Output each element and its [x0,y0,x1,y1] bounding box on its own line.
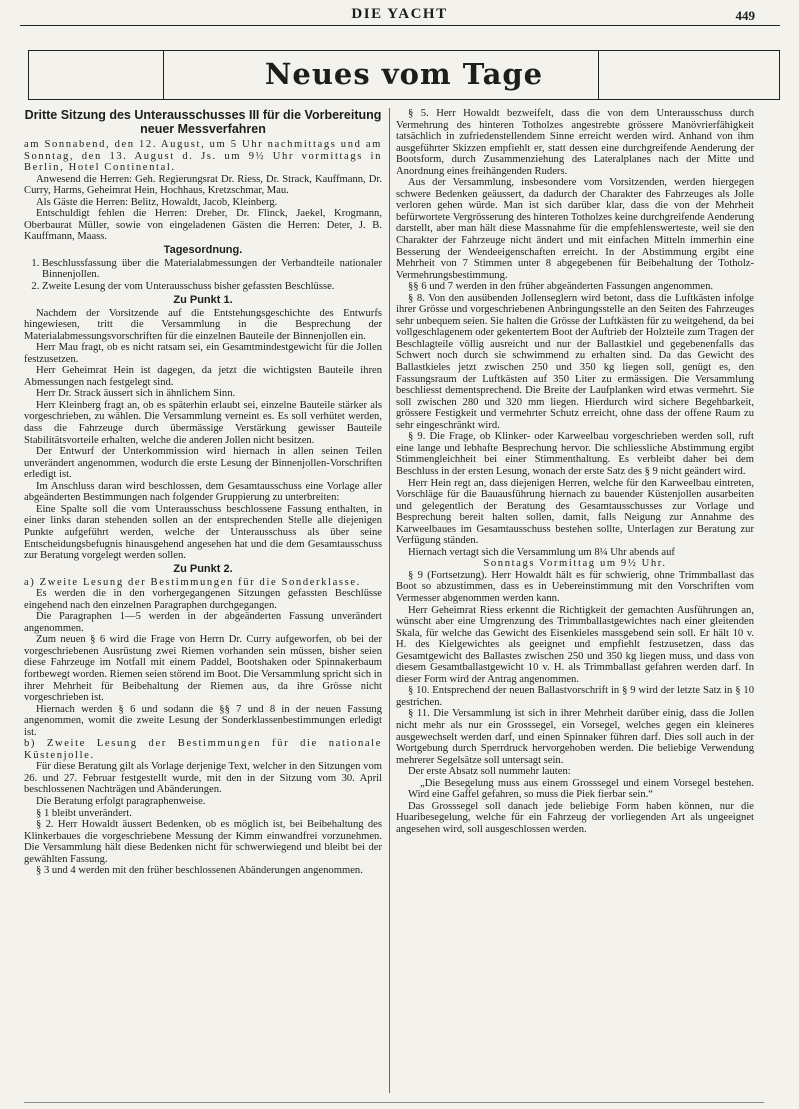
paragraph: Es werden die in den vorhergegangenen Sitzungen gefassten Beschlüsse eingehend nach den einzelnen Paragraphen durchgegangen. [24,588,382,611]
attendees-guests: Als Gäste die Herren: Belitz, Howaldt, Jacob, Kleinberg. [36,196,278,208]
point1-heading: Zu Punkt 1. [173,293,233,306]
paragraph: Hiernach werden § 6 und sodann die §§ 7 und 8 in der neuen Fassung angenommen, womit die zweite Lesung der Sonderklassenbestimmungen erledigt ist. [24,703,382,738]
point2a-heading: a) Zweite Lesung der Bestimmungen für die Sonderklasse. [24,576,361,588]
paragraph: § 8. Von den ausübenden Jollenseglern wird betont, dass die Luftkästen infolge ihrer Grösse und vorgeschriebenen Anbringungsstelle an den Seiten des Fahrzeuges sehr unbequem seien. Sie halten die Grösse der Luftkästen für zu weitgehend, da bei vollgeschlagenem oder gekentertem Boot der Auftrieb der Holzteile zum Tragen der Beschlagteile völlig ausreicht und nur der Ballastkiel und gegebenenfalls das Schwert noch durch sie schwimmend zu erhalten sind. Da das Gewicht des Ballastkieles jetzt zwischen 250 und 350 kg liegen soll, genügt es, den Fassungsraum der Luftkästen auf 350 Liter zu ermässigen. Die Versammlung beschliesst dementsprechend. Die Breite der Laufplanken wird etwas vermehrt. Sie soll zwischen 280 und 320 mm liegen. Hierdurch wird sichere Begehbarkeit, grössere Festigkeit und vermehrter Schutz erreicht, ohne dass der offene Raum zu sehr eingeschränkt wird. [396,292,754,431]
paragraph: § 1 bleibt unverändert. [36,807,132,819]
paragraph: § 2. Herr Howaldt äussert Bedenken, ob es möglich ist, bei Beibehaltung des Klinkerbaues die vorgeschriebene Messung der Kimm einwandfrei vorzunehmen. Die Versammlung hält diese Bedenken nicht für schwerwiegend und bleibt bei der gewählten Fassung. [24,819,382,865]
paragraph: Im Anschluss daran wird beschlossen, dem Gesamtausschuss eine Vorlage aller abgeänderten Bestimmungen nach folgender Gruppierung zu unterbreiten: [24,480,382,504]
paragraph: Die Beratung erfolgt paragraphenweise. [36,795,206,807]
paragraph: Der Entwurf der Unterkommission wird hiernach in allen seinen Teilen unverändert angenommen, wodurch die erste Lesung der Binnenjollen-Vorschriften erledigt ist. [24,446,382,481]
paragraph: Herr Hein regt an, dass diejenigen Herren, welche für den Karweelbau eintreten, Vorschläge für die Bauausführung hiernach zu bauender Küstenjollen ausarbeiten und gelegentlich der Beratung des Gesamtausschusses zur Vorlage und Besprechung bereit halten sollen, damit, falls Neigung zur Annahme des Karweelbaues im Gesamtausschuss bestehen sollte, Unterlagen zur Beratung zur Verfügung ständen. [396,477,754,547]
paragraph: § 11. Die Versammlung ist sich in ihrer Mehrheit darüber einig, dass die Jollen nicht mehr als nur ein Grosssegel, ein Vorsegel, welches gegen ein kleineres ausgewechselt werden darf, und einen Spinnaker führen darf. Dies soll auch in der Wortgebung durch Sperrdruck hervorgehoben werden. Die beliebige Verwendung mehrerer Segelsätze soll untersagt sein. [396,708,754,766]
sunday-session-line: Sonntags Vormittag um 9½ Uhr. [483,558,667,570]
point2-heading: Zu Punkt 2. [173,562,233,575]
paragraph: Zum neuen § 6 wird die Frage von Herrn Dr. Curry aufgeworfen, ob bei der vorgeschriebenen Ausrüstung zwei Riemen vorhanden sein müssen, bisher seien diese Fahrzeuge im Notfall mit einem Paddel, Bootshaken oder Spinnakerbaum fortbewegt worden. Riemen seien störend im Boot. Die Versammlung spricht sich in ihrer Mehrheit für Beibehaltung der Riemen aus, da ihre Grösse nicht vorgeschrieben ist. [24,634,382,704]
paragraph: Herr Dr. Strack äussert sich in ähnlichem Sinn. [36,388,236,400]
header-rule [20,25,780,26]
paragraph: § 9. Die Frage, ob Klinker- oder Karweelbau vorgeschrieben werden soll, ruft eine lange und lebhafte Besprechung hervor. Die schliessliche Abstimmung ergibt Stimmengleichheit bei einer Stimmenthaltung. Es verbleibt daher bei dem Beschluss in der ersten Lesung, wonach der erste Satz des § 9 nicht geändert wird. [396,431,754,477]
paragraph: Herr Geheimrat Riess erkennt die Richtigkeit der gemachten Ausführungen an, wünscht aber eine Umgrenzung des Trimmballastgewichtes nach einer gleitenden Skala, für welche das Gewicht des Eisenkieles massgebend sein soll. Er hält 10 v. H. des Kielgewichtes als geeignet und empfiehlt festzusetzen, dass das Gesamtgewicht des Ballastes zwischen 250 und 350 kg liegen muss, und dass von diesem Gesamtballastgewicht 10 v. H. als Trimmballast gefahren werden darf. In dieser Form wird der Antrag angenommen. [396,604,754,685]
meeting-intro: am Sonnabend, den 12. August, um 5 Uhr nachmittags und am Sonntag, den 13. August d. Js. um 9½ Uhr vormittags in Berlin, Hotel Continental. [24,139,382,174]
paragraph: § 3 und 4 werden mit den früher beschlossenen Abänderungen angenommen. [36,865,363,877]
paragraph: Nachdem der Vorsitzende auf die Entstehungsgeschichte des Entwurfs hingewiesen, tritt die Versammlung in die Besprechung der Materialabmessungsvorschriften für die einzelnen Bauteile der Binnenjollen ein. [24,307,382,342]
right-column [396,108,754,1098]
paragraph: Herr Mau fragt, ob es nicht ratsam sei, ein Gesamtmindestgewicht für die Jollen festzusetzen. [24,342,382,365]
agenda-heading: Tagesordnung. [163,243,243,256]
page-number: 449 [735,8,755,23]
paragraph: § 10. Entsprechend der neuen Ballastvorschrift in § 9 wird der letzte Satz in § 10 gestrichen. [396,685,754,708]
quoted-rule: „Die Besegelung muss aus einem Grosssegel und einem Vorsegel bestehen. Wird eine Gaffel gefahren, so muss die Piek fierbar sein.“ [408,777,754,801]
paragraph: Das Grosssegel soll danach jede beliebige Form haben können, nur die Huaribesegelung, welche für ein Fahrzeug der vorliegenden Art als ungeeignet angesehen wird, soll ausgeschlossen werden. [396,800,754,835]
paragraph: Der erste Absatz soll nummehr lauten: [408,766,571,778]
agenda-item: 2. Zweite Lesung der vom Unterausschuss bisher gefassten Beschlüsse. [42,281,382,293]
paragraph: Herr Geheimrat Hein ist dagegen, da jetzt die wichtigsten Bauteile ihren Abmessungen nach festgelegt sind. [24,365,382,388]
point2b-heading: b) Zweite Lesung der Bestimmungen für die nationale Küstenjolle. [24,738,382,761]
left-column [24,108,382,1098]
section-title-box [28,50,780,100]
paragraph: § 5. Herr Howaldt bezweifelt, dass die von dem Unterausschuss durch Vermehrung des hinteren Totholzes angestrebte grössere Manövrierfähigkeit tatsächlich in zufriedenstellendem Sinne erreicht werden wird. Anhand von ihm ausgeführter Skizzen empfiehlt er, statt dessen eine durchgreifende Aenderung der Bootsform, durch Zusammenziehung des Lateralplanes nach der Mitte und Anordnung eines freihängenden Ruders. [396,108,754,177]
paragraph: Hiernach vertagt sich die Versammlung um 8¼ Uhr abends auf [408,546,675,558]
attendees-present: Anwesend die Herren: Geh. Regierungsrat Dr. Riess, Dr. Strack, Kauffmann, Dr. Curry, Harms, Geheimrat Hein, Hochhaus, Kretzschmar, Mau. [24,173,382,197]
paragraph: §§ 6 und 7 werden in den früher abgeänderten Fassungen angenommen. [408,281,714,293]
paragraph: § 9 (Fortsetzung). Herr Howaldt hält es für schwierig, ohne Trimmballast das Boot so abzustimmen, dass es in Uebereinstimmung mit den Vorschriften vom Vermesser abgenommen werden kann. [396,569,754,604]
section-title: Neues vom Tage [264,57,544,91]
article-title: Dritte Sitzung des Unterausschusses III für die Vorbereitung neuer Messverfahren [24,108,382,136]
paragraph: Für diese Beratung gilt als Vorlage derjenige Text, welcher in den Sitzungen vom 26. und 27. Februar festgestellt wurde, mit den in der Sitzung vom 30. April beschlossenen Nachträgen und Abänderungen. [24,761,382,796]
paragraph: Eine Spalte soll die vom Unterausschuss beschlossene Fassung enthalten, in einer links daran stehenden sollen an der entsprechenden Stelle alle diejenigen Punkte aufgeführt werden, welche der Unterausschuss als über seine Entscheidungsbefugnis hinausgehend angesehen hat und die dem Gesamtausschuss zur Beratung vorgelegt werden sollen. [24,503,382,562]
footer-rule [24,1102,764,1103]
paragraph: Herr Kleinberg fragt an, ob es späterhin erlaubt sei, einzelne Bauteile stärker als vorgeschrieben, zu wählen. Die Versammlung verneint es. Es soll verhütet werden, dass die Fahrzeuge durch übermässige Verstärkung gewisser Bauteile Stabilitätsvorteile erhalten, welche die anderen Jollen nicht besitzen. [24,399,382,446]
attendees-excused: Entschuldigt fehlen die Herren: Dreher, Dr. Flinck, Jaekel, Krogmann, Oberbaurat Müller, sowie von eingeladenen Gästen die Herren: Deter, J. B. Kauffmann, Maass. [24,208,382,243]
paragraph: Die Paragraphen 1—5 werden in der abgeänderten Fassung unverändert angenommen. [24,611,382,634]
running-title: DIE YACHT [351,6,448,22]
agenda-list [24,258,382,293]
column-divider [389,108,390,1093]
agenda-item: 1. Beschlussfassung über die Materialabmessungen der Verbandteile nationaler Binnenjollen. [42,258,382,281]
paragraph: Aus der Versammlung, insbesondere vom Vorsitzenden, werden hiergegen schwere Bedenken geäussert, da dadurch der Charakter des Fahrzeuges als Jolle verloren gehen würde. Man ist sich darüber klar, dass die von der Mehrheit befürwortete Vergrösserung des hinteren Totholzes keine durchgreifende Aenderung darstellt, aber man hält diese Massnahme für die empfehlenswerteste, weil sie den Charakter der Fahrzeuge nicht ändert und mit einfachen Mitteln immerhin eine Besserung der Wendeeigenschaften erreicht. In der Abstimmung ergibt eine Mehrheit von 7 Stimmen unter 8 abgegebenen für Beibehaltung der Totholz-Vermehrungsbestimmung. [396,177,754,281]
